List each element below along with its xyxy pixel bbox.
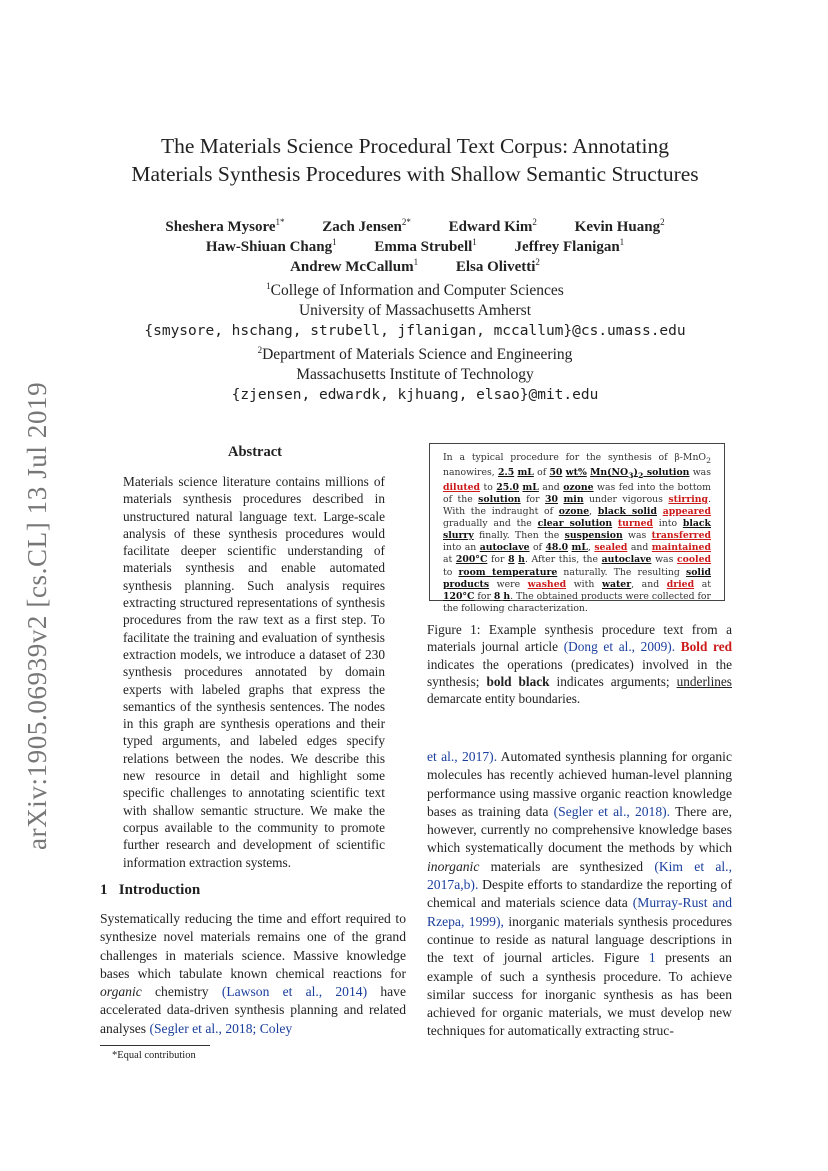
author-row-1 xyxy=(70,218,760,237)
paper-title xyxy=(70,132,760,188)
section-heading: 1 Introduction xyxy=(100,882,201,898)
citation-link[interactable]: (Dong et al., 2009). xyxy=(563,639,676,655)
author: Andrew McCallum$^1$ xyxy=(290,257,419,275)
figure-1-box: In a typical procedure for the synthesis of β-MnO$_2$ nanowires, 2.5 mL of 50 wt% $Mn(NO_3)_2$ solution was diluted to 25.0 mL and ozone was fed into the bottom of the solution for 30 min under vigorous stirring. With the indraught of ozone, black solid appeared gradually and the clear solution turned into black slurry finally. Then the suspension was transferred into an autoclave of 48.0 mL, sealed and maintained at 200°C for 8 h. After this, the autoclave was cooled to room temperature naturally. The resulting solid products were washed with water, and dried at 120°C for 8 h. The obtained products were collected for the following characterization. xyxy=(429,443,725,601)
citation-link[interactable]: (Lawson et al., 2014) xyxy=(221,984,368,1000)
author-row-3 xyxy=(70,258,760,277)
citation-link[interactable]: (Segler et al., 2018). xyxy=(553,803,671,819)
affiliation-2: $^2$Department of Materials Science and Engineering Massachusetts Institute of Technology {zjensen, edwardk, kjhuang, elsao}@mit.edu xyxy=(70,345,760,405)
author: Jeffrey Flanigan$^1$ xyxy=(514,237,625,255)
figure-1-caption: Figure 1: Example synthesis procedure text from a materials journal article (Dong et al., 2009). Bold red indicates the operations (predicates) involved in the synthesis; bold black indicates arguments; underlines demarcate entity boundaries. xyxy=(427,622,733,707)
author: Haw-Shiuan Chang$^1$ xyxy=(205,237,337,255)
title-line-1: The Materials Science Procedural Text Corpus: Annotating xyxy=(160,134,669,158)
abstract-heading: Abstract xyxy=(228,444,282,460)
author: Elsa Olivetti$^2$ xyxy=(455,257,540,275)
citation-link[interactable]: (Kim et al., 2017a,b). xyxy=(427,858,732,893)
intro-right-column: et al., 2017). Automated synthesis planning for organic molecules has recently achieved human-level planning performance using massive organic reaction knowledge bases as training data (Segler et al., 2018). There are, however, currently no comprehensive knowledge bases which systematically document the methods by which inorganic materials are synthesized (Kim et al., 2017a,b). Despite efforts to standardize the reporting of chemical and materials science data (Murray-Rust and Rzepa, 1999), inorganic materials synthesis procedures continue to reside as natural language descriptions in the text of journal articles. Figure 1 presents an example of such a synthesis procedure. To achieve similar success for inorganic synthesis as has been achieved for organic materials, we must develop new techniques for automatically extracting struc- xyxy=(427,749,733,1039)
footnote: *Equal contribution xyxy=(112,1050,196,1061)
intro-paragraph: Systematically reducing the time and effort required to synthesize novel materials remains one of the grand challenges in materials science. Massive knowledge bases which tabulate known chemical reactions for organic chemistry (Lawson et al., 2014) have accelerated data-driven synthesis planning and related analyses (Segler et al., 2018; Coley xyxy=(100,911,406,1036)
email-list-1: {smysore, hschang, strubell, jflanigan, mccallum}@cs.umass.edu xyxy=(144,323,686,339)
citation-link[interactable]: (Segler et al., 2018; Coley xyxy=(149,1020,293,1036)
email-list-2: {zjensen, edwardk, kjhuang, elsao}@mit.edu xyxy=(231,387,599,403)
figure-ref-link[interactable]: 1 xyxy=(648,950,656,966)
affiliation-1: $^1$College of Information and Computer Sciences University of Massachusetts Amherst {smysore, hschang, strubell, jflanigan, mccallum}@cs.umass.edu xyxy=(70,281,760,341)
citation-link[interactable]: et al., 2017). xyxy=(427,749,498,764)
citation-link[interactable]: (Murray-Rust and Rzepa, 1999), xyxy=(427,895,733,929)
author: Kevin Huang$^2$ xyxy=(574,217,665,235)
author: Emma Strubell$^1$ xyxy=(374,237,477,255)
author: Zach Jensen$^{2*}$ xyxy=(322,217,411,235)
author: Edward Kim$^2$ xyxy=(448,217,537,235)
abstract-text: Materials science literature contains millions of materials synthesis procedures described in unstructured natural language text. Large-scale analysis of these synthesis procedures would facilitate deeper scientific understanding of materials synthesis and enable automated synthesis planning. Such analysis requires extracting structured representations of synthesis procedures from the raw text as a first step. To facilitate the training and evaluation of synthesis extraction models, we introduce a dataset of 230 synthesis procedures annotated by domain experts with labeled graphs that express the semantics of the synthesis sentences. The nodes in this graph are synthesis operations and their typed arguments, and labeled edges specify relations between the nodes. We describe this new resource in detail and highlight some specific challenges to annotating scientific text with shallow semantic structure. We make the corpus available to the community to promote further research and development of scientific information extraction systems. xyxy=(123,474,385,870)
author: Sheshera Mysore$^{1*}$ xyxy=(165,217,285,235)
footnote-rule xyxy=(100,1045,210,1046)
title-line-2: Materials Synthesis Procedures with Shallow Semantic Structures xyxy=(131,162,699,186)
author-row-2 xyxy=(70,238,760,257)
